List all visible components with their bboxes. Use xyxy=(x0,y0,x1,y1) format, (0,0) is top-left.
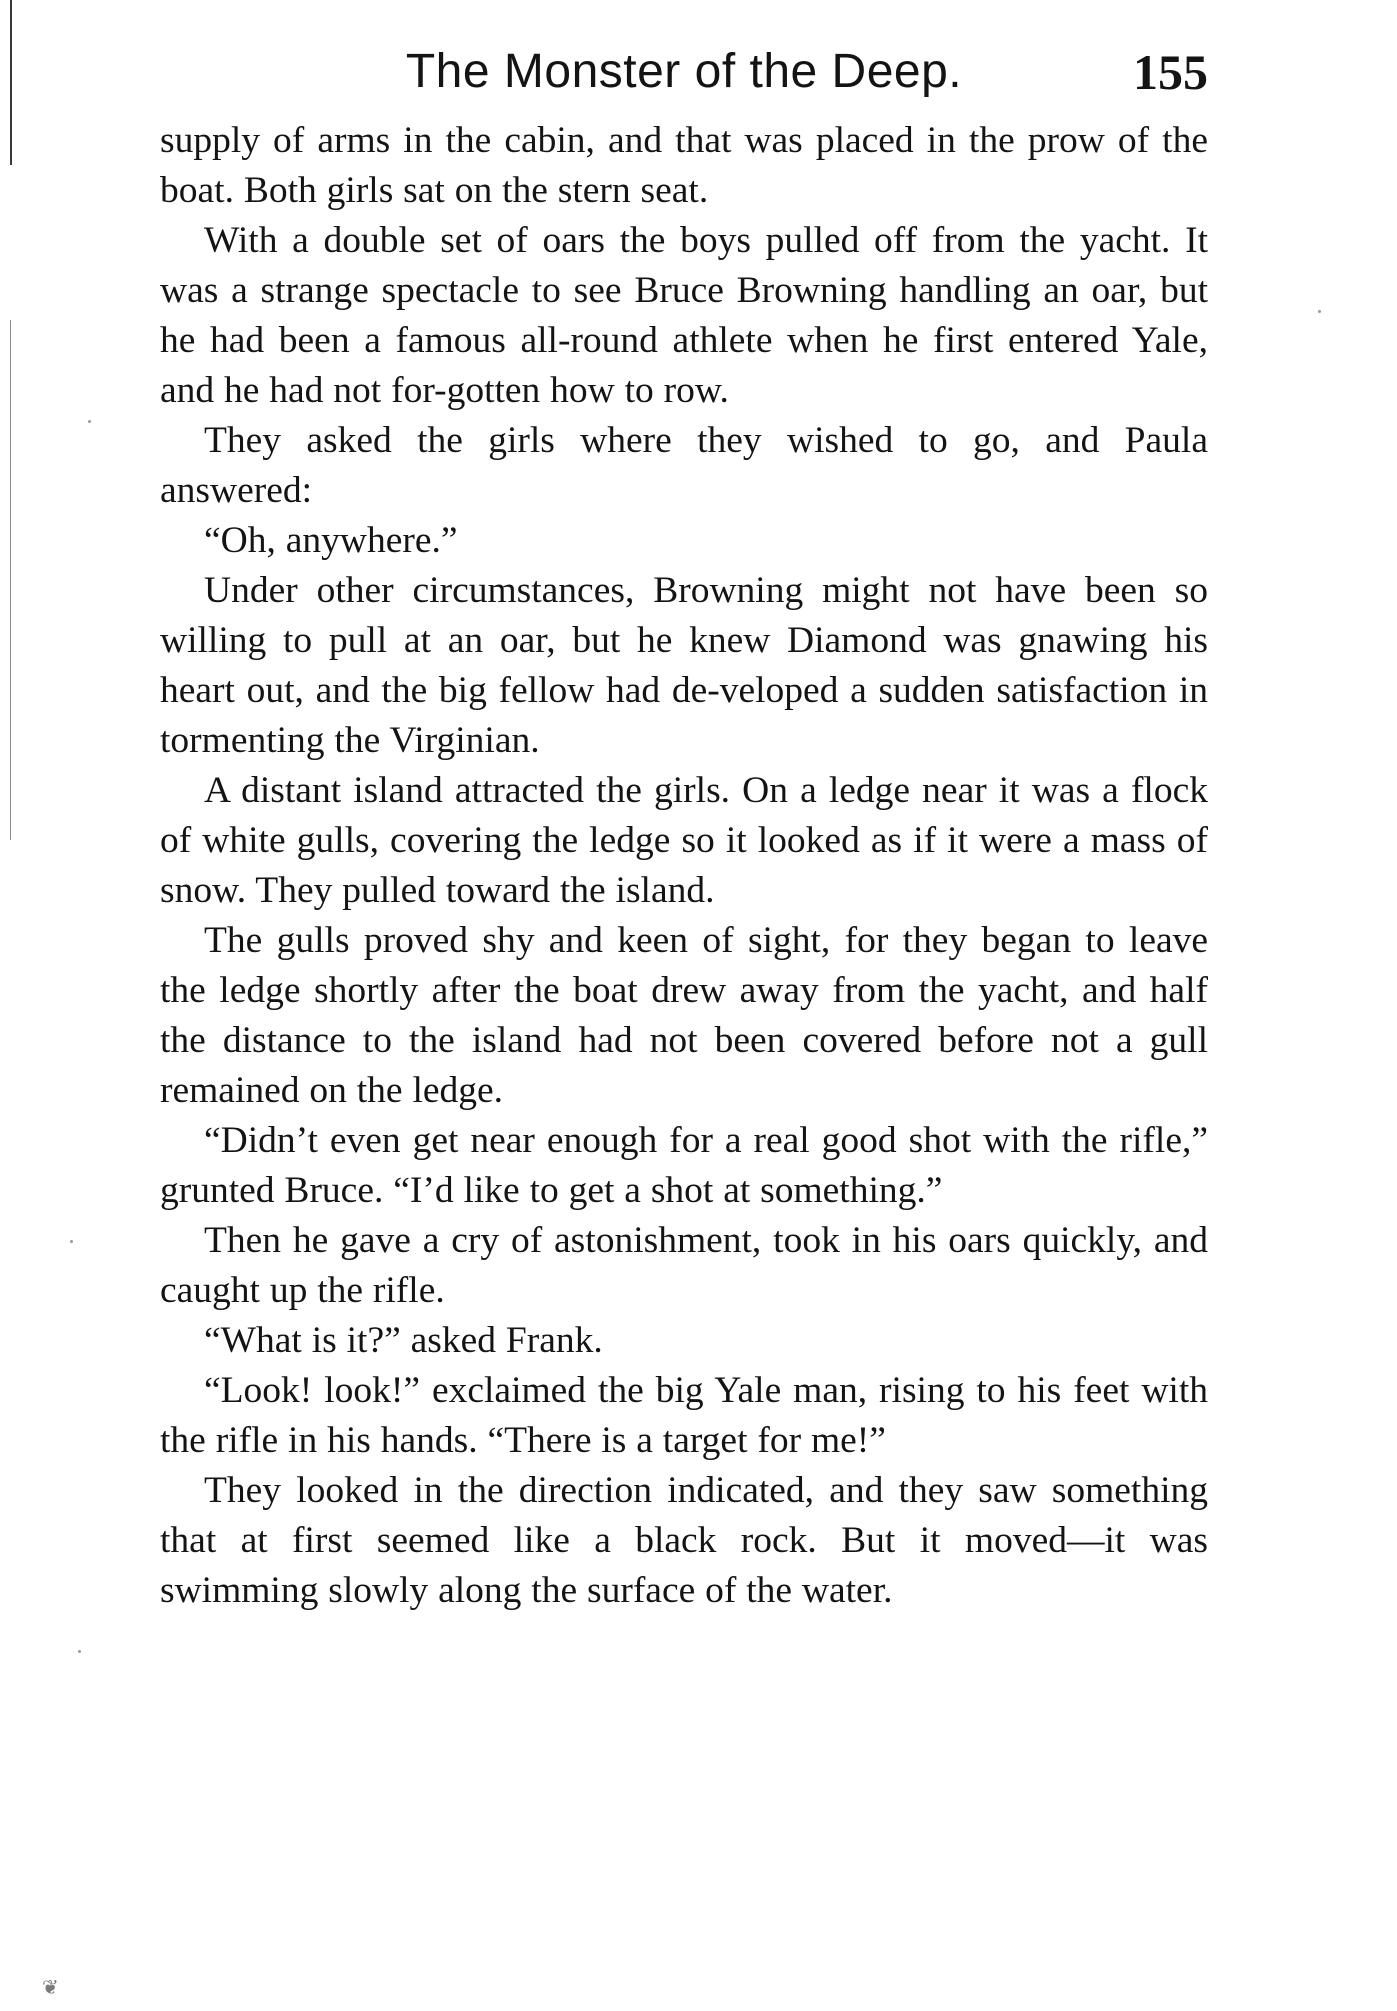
paragraph: “What is it?” asked Frank. xyxy=(204,1320,603,1361)
book-page xyxy=(160,40,1208,1616)
paper-speck xyxy=(1318,310,1321,313)
paragraph: With a double set of oars the boys pulled off from the yacht. It was a strange spectacle to see Bruce Browning handling an oar, but he had been a famous all-round athlete when he first entered Yale, and he had not for-gotten how to row. xyxy=(160,220,1208,411)
paragraph: “Didn’t even get near enough for a real good shot with the rifle,” grunted Bruce. “I’d like to get a shot at something.” xyxy=(160,1120,1208,1211)
paragraph: “Oh, anywhere.” xyxy=(204,520,458,561)
paragraph: Then he gave a cry of astonishment, took in his oars quickly, and caught up the rifle. xyxy=(160,1220,1208,1311)
paragraph: A distant island attracted the girls. On a ledge near it was a flock of white gulls, covering the ledge so it looked as if it were a mass of snow. They pulled toward the island. xyxy=(160,770,1208,911)
binding-edge-line xyxy=(10,0,12,165)
binding-edge-line-faint xyxy=(10,320,11,840)
paragraph: Under other circumstances, Browning might not have been so willing to pull at an oar, but he knew Diamond was gnawing his heart out, and the big fellow had de-veloped a sudden satisfaction in tormenting the Virginian. xyxy=(160,570,1208,761)
paper-speck xyxy=(78,1650,81,1653)
running-head xyxy=(160,40,1208,116)
paragraph-continued: supply of arms in the cabin, and that was placed in the prow of the boat. Both girls sat on the stern seat. xyxy=(160,120,1208,211)
paragraph: They asked the girls where they wished to go, and Paula answered: xyxy=(160,420,1208,511)
paper-speck xyxy=(88,420,91,423)
body-text xyxy=(160,116,1208,1616)
paragraph: The gulls proved shy and keen of sight, for they began to leave the ledge shortly after the boat drew away from the yacht, and half the distance to the island had not been covered before not a gull remained on the ledge. xyxy=(160,920,1208,1111)
paragraph: “Look! look!” exclaimed the big Yale man, rising to his feet with the rifle in his hands. “There is a target for me!” xyxy=(160,1370,1208,1461)
chapter-title: The Monster of the Deep. xyxy=(405,45,963,98)
paragraph: They looked in the direction indicated, and they saw something that at first seemed like a black rock. But it moved—it was swimming slowly along the surface of the water. xyxy=(160,1470,1208,1611)
page-number: 155 xyxy=(1133,44,1208,100)
library-stamp-icon: ❦ xyxy=(42,1977,59,1999)
paper-speck xyxy=(70,1240,73,1243)
